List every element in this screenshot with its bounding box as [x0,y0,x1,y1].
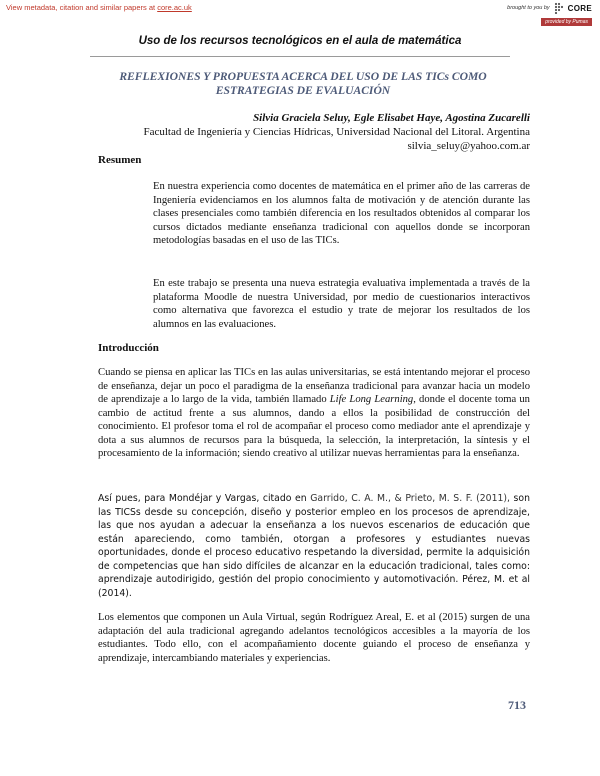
running-title: Uso de los recursos tecnológicos en el aula de matemática [138,35,462,47]
core-banner [0,0,600,28]
header-divider [90,56,510,57]
core-brand-name: CORE [567,3,592,13]
title-line-2: ESTRATEGIAS DE EVALUACIÓN [215,84,391,97]
resumen-paragraph-1: En nuestra experiencia como docentes de matemática en el primer año de las carreras de Ingeniería evidenciamos en los alumnos falta de motivación y de atención durante las clases presenciales como también diferencia en los resultados obtenidos al comparar los cursos dictados mediante enseñanza tradicional con aquellos donde se incorporan metodologías basadas en el uso de las TICs. [153,181,530,246]
affiliation-block [143,126,530,153]
intro-p2-text-a: Así pues, para Mondéjar y Vargas, citado en [98,493,311,504]
core-metadata-link[interactable] [6,3,192,12]
brought-by-text: brought to you by [507,5,550,11]
life-long-learning-term: Life Long Learning [329,394,414,405]
intro-paragraph-3: Los elementos que componen un Aula Virtual, según Rodríguez Areal, E. et al (2015) surgen de una adaptación del aula tradicional agregando adelantos tecnológicos accesibles a la mayoría de los estudiantes. Todo ello, con el acompañamiento docente guiando el proceso de enseñanza y aprendizaje, intercambiando materiales y experiencias. [98,612,530,664]
paper-title [98,70,508,98]
intro-p1-text-a: Cuando se piensa en aplicar las TICs en las aulas universitarias, se está intentando mejorar el proceso de enseñanza, dejar un poco el paradigma de la enseñanza tradicional para avanzar hacia un modelo de aprendizaje a lo largo de la vida, también llamado [98,367,530,405]
resumen-paragraph-2: En este trabajo se presenta una nueva estrategia evaluativa implementada a través de la plataforma Moodle de nuestra Universidad, por medio de cuestionarios interactivos como alternativa que favorezca el estudio y trate de mejorar los resultados de los alumnos en las evaluaciones. [153,278,530,330]
intro-paragraph-2 [98,492,530,600]
resumen-heading: Resumen [98,154,142,166]
core-logo-icon [554,2,564,14]
authors: Silvia Graciela Seluy, Egle Elisabet Haye, Agostina Zucarelli [253,112,530,124]
intro-p1-text-b: , donde el docente toma un cambio de actitud frente a sus alumnos, dando a ellos la posibilidad de construcción del conocimiento. El profesor toma el rol de acompañar el proceso como mediador ante el aprendizaje y dota a sus alumnos de recursos para la búsqueda, la selección, la interpretación, la síntesis y el procesamiento de la información; siendo creativo al utilizar nuevas herramientas para la enseñanza. [98,394,530,459]
introduccion-heading: Introducción [98,342,159,354]
core-brand[interactable] [507,2,592,14]
provided-by-badge: provided by Pumas [541,18,592,26]
core-link-prefix[interactable]: View metadata, citation and similar papers at [6,3,158,12]
email: silvia_seluy@yahoo.com.ar [407,139,530,152]
affiliation: Facultad de Ingeniería y Ciencias Hídricas, Universidad Nacional del Litoral. Argentina [143,126,530,138]
page-number: 713 [508,698,526,712]
intro-paragraph-1 [98,366,530,461]
title-line-1: REFLEXIONES Y PROPUESTA ACERCA DEL USO DE LAS TICs COMO [119,70,487,83]
citation-garrido: Garrido, C. A. M., & Prieto, M. S. F. (2011), [310,493,510,504]
core-link-domain[interactable]: core.ac.uk [157,3,192,12]
intro-p2-text-b: son las TICSs desde su concepción, diseño y posterior empleo en los procesos de aprendizaje, las que nos ayudan a adecuar la enseñanza a los nuevos escenarios de educación que están apareciendo, como también, otorgan a profesores y estudiantes nuevas oportunidades, donde el proceso educativo respetando la diversidad, permite la adquisición de competencias que han sido difíciles de alcanzar en la educación tradicional, tales como: aprendizaje autodirigido, gestión del propio conocimiento y automotivación. Pérez, M. et al (2014). [98,493,530,599]
